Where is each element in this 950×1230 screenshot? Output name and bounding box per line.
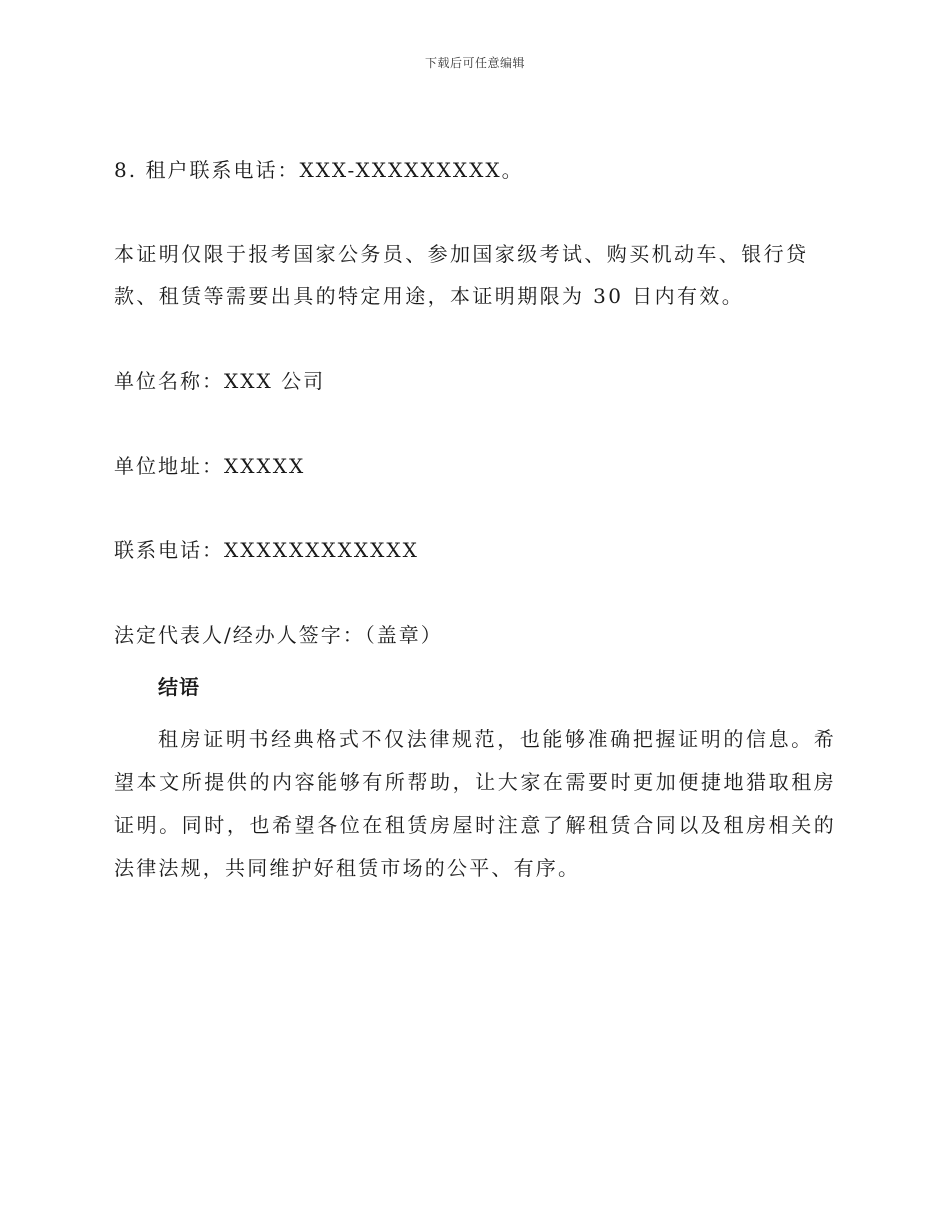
conclusion-heading: 结语 [158, 675, 200, 699]
validity-notice: 本证明仅限于报考国家公务员、参加国家级考试、购买机动车、银行贷款、租赁等需要出具的特定用途，本证明期限为 30 日内有效。 [114, 242, 809, 308]
tenant-phone-line: 8. 租户联系电话：XXX-XXXXXXXXX。 [114, 158, 524, 182]
signature-line: 法定代表人/经办人签字：（盖章） [114, 623, 443, 647]
contact-phone-line: 联系电话：XXXXXXXXXXXX [114, 538, 419, 562]
conclusion-paragraph: 租房证明书经典格式不仅法律规范，也能够准确把握证明的信息。希望本文所提供的内容能够有所帮助，让大家在需要时更加便捷地猎取租房证明。同时，也希望各位在租赁房屋时注意了解租赁合同以及租房相关的法律法规，共同维护好租赁市场的公平、有序。 [114, 727, 836, 880]
page-header: 下载后可任意编辑 [424, 56, 525, 70]
unit-address-line: 单位地址：XXXXX [114, 454, 306, 478]
unit-name-line: 单位名称：XXX 公司 [114, 369, 326, 393]
